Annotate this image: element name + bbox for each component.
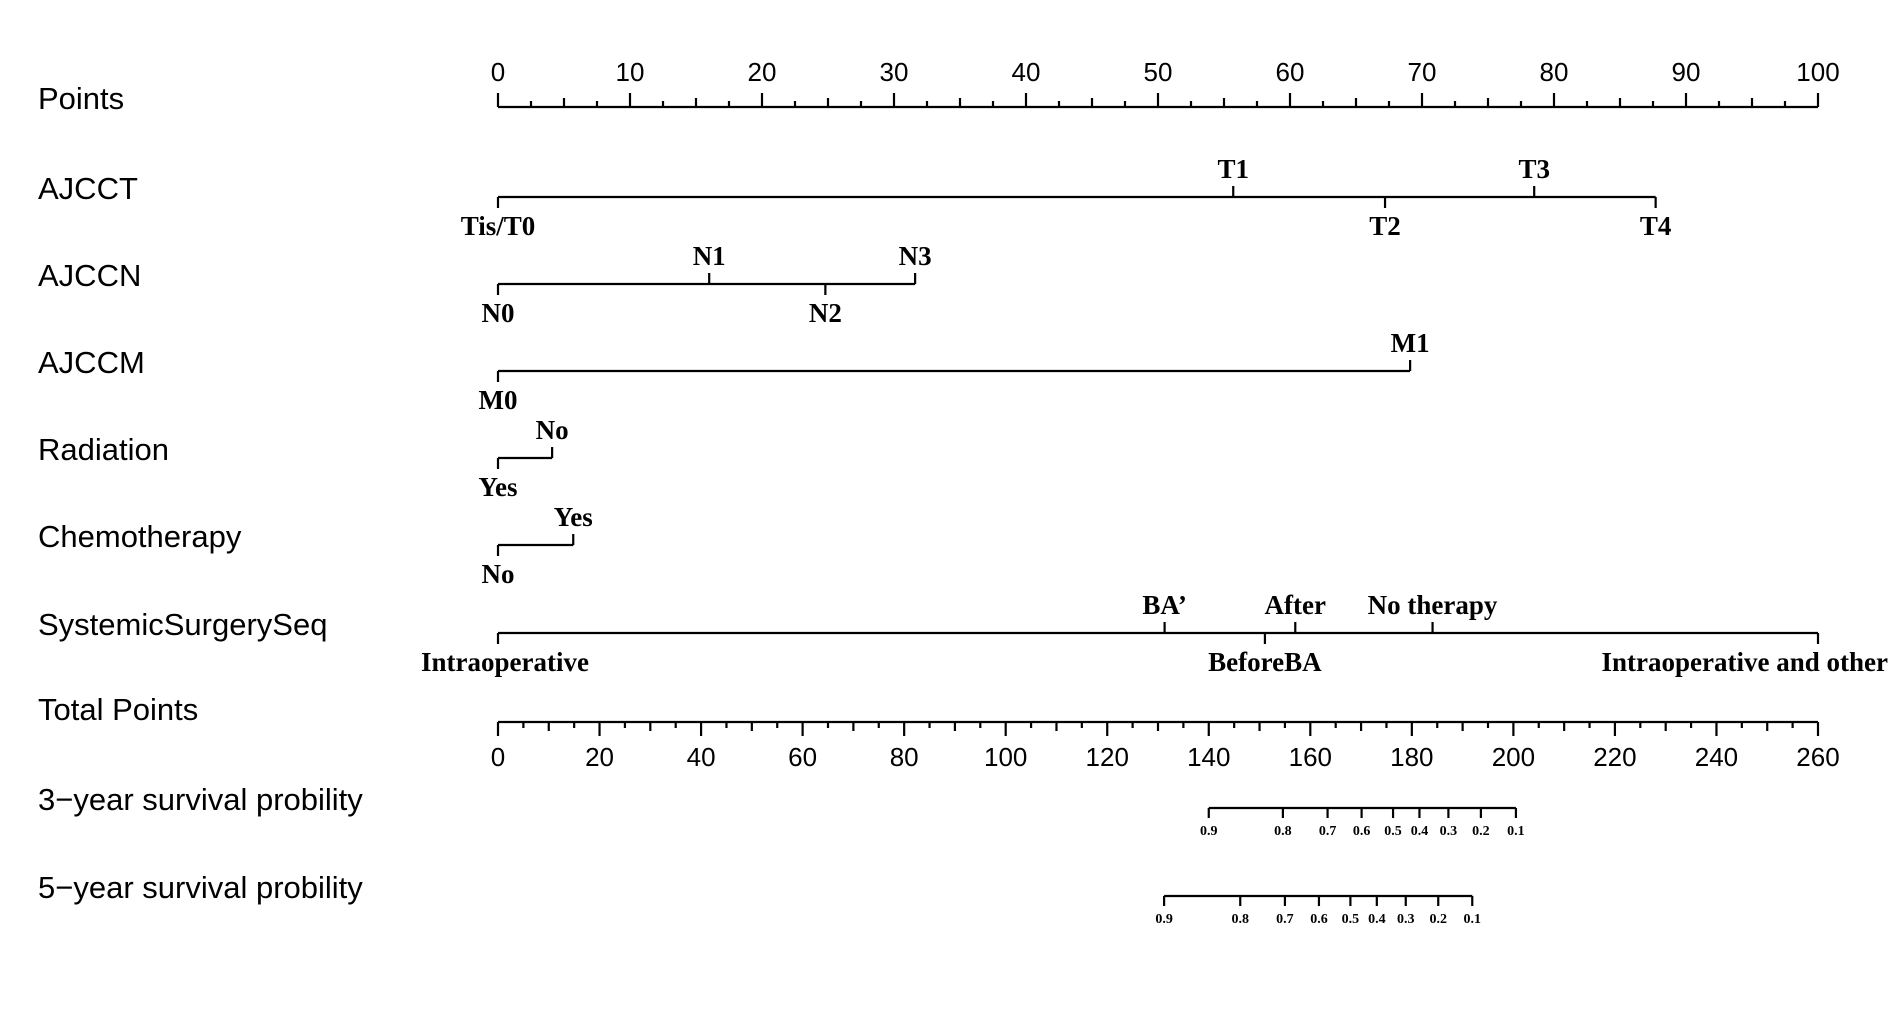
ajccn-level-label: N3 — [898, 241, 932, 271]
points-tick-label: 60 — [1275, 57, 1305, 87]
survival-5yr-tick-label: 0.6 — [1310, 912, 1328, 927]
survival-3yr-tick-label: 0.3 — [1439, 824, 1458, 839]
ajccm-level-label: M1 — [1390, 328, 1430, 358]
ajcct-level-label: T1 — [1217, 154, 1249, 184]
survival-3yr-tick-label: 0.2 — [1472, 824, 1490, 839]
ajcct-row-label: AJCCT — [38, 171, 138, 206]
systemicsurgeryseq-level-label: No therapy — [1367, 590, 1498, 620]
systemicsurgeryseq-level-label: After — [1264, 590, 1327, 620]
total-points-tick-label: 260 — [1796, 742, 1840, 772]
total-points-tick-label: 120 — [1085, 742, 1129, 772]
points-tick-label: 20 — [747, 57, 777, 87]
total-points-row-label: Total Points — [38, 692, 199, 727]
survival-5yr-tick-label: 0.3 — [1397, 912, 1415, 927]
survival-5yr-tick-label: 0.4 — [1368, 912, 1386, 927]
survival-5yr-tick-label: 0.7 — [1276, 912, 1294, 927]
radiation-row-label: Radiation — [38, 432, 169, 467]
ajccm-row-label: AJCCM — [38, 345, 145, 380]
chemotherapy-row-label: Chemotherapy — [38, 519, 242, 554]
survival-5yr-tick-label: 0.1 — [1463, 912, 1482, 927]
survival-3yr-tick-label: 0.6 — [1352, 824, 1371, 839]
points-row-label: Points — [38, 81, 125, 116]
points-tick-label: 50 — [1143, 57, 1173, 87]
systemicsurgeryseq-level-label: BA’ — [1142, 590, 1187, 620]
ajcct-level-label: T3 — [1518, 154, 1550, 184]
survival-3yr-row-label: 3−year survival probility — [38, 782, 363, 817]
survival-5yr-tick-label: 0.5 — [1341, 912, 1360, 927]
points-tick-label: 70 — [1407, 57, 1437, 87]
nomogram-plot-area — [38, 57, 1888, 927]
points-tick-label: 40 — [1011, 57, 1041, 87]
points-tick-label: 10 — [615, 57, 645, 87]
total-points-tick-label: 180 — [1390, 742, 1434, 772]
survival-5yr-tick-label: 0.9 — [1155, 912, 1173, 927]
survival-3yr-tick-label: 0.8 — [1274, 824, 1292, 839]
survival-5yr-tick-label: 0.2 — [1429, 912, 1447, 927]
total-points-tick-label: 0 — [490, 742, 506, 772]
radiation-level-label: Yes — [478, 472, 518, 502]
systemicsurgeryseq-level-label: Intraoperative and other — [1601, 647, 1888, 677]
ajccn-level-label: N1 — [692, 241, 726, 271]
radiation-level-label: No — [535, 415, 569, 445]
survival-5yr-row-label: 5−year survival probility — [38, 870, 363, 905]
survival-3yr-tick-label: 0.1 — [1507, 824, 1525, 839]
points-tick-label: 0 — [490, 57, 506, 87]
total-points-tick-label: 40 — [686, 742, 716, 772]
systemicsurgeryseq-level-label: BeforeBA — [1208, 647, 1322, 677]
survival-3yr-tick-label: 0.7 — [1318, 824, 1337, 839]
survival-5yr-tick-label: 0.8 — [1231, 912, 1249, 927]
total-points-tick-label: 60 — [788, 742, 818, 772]
survival-3yr-tick-label: 0.9 — [1200, 824, 1218, 839]
ajccn-row-label: AJCCN — [38, 258, 142, 293]
systemicsurgeryseq-level-label: Intraoperative — [421, 647, 589, 677]
ajccn-level-label: N0 — [481, 298, 515, 328]
survival-3yr-tick-label: 0.5 — [1384, 824, 1402, 839]
ajcct-level-label: T2 — [1369, 211, 1401, 241]
total-points-tick-label: 140 — [1187, 742, 1231, 772]
total-points-tick-label: 80 — [889, 742, 919, 772]
total-points-tick-label: 240 — [1694, 742, 1739, 772]
chemotherapy-level-label: No — [481, 559, 515, 589]
points-tick-label: 100 — [1796, 57, 1840, 87]
systemicsurgeryseq-row-label: SystemicSurgerySeq — [38, 607, 328, 642]
ajccn-level-label: N2 — [808, 298, 842, 328]
chemotherapy-level-label: Yes — [553, 502, 593, 532]
survival-3yr-tick-label: 0.4 — [1410, 824, 1429, 839]
ajcct-level-label: Tis/T0 — [460, 211, 536, 241]
total-points-tick-label: 220 — [1593, 742, 1637, 772]
ajcct-level-label: T4 — [1639, 211, 1672, 241]
points-tick-label: 80 — [1539, 57, 1569, 87]
points-tick-label: 30 — [879, 57, 909, 87]
ajccm-level-label: M0 — [478, 385, 518, 415]
total-points-tick-label: 100 — [983, 742, 1028, 772]
total-points-tick-label: 20 — [585, 742, 614, 772]
points-tick-label: 90 — [1671, 57, 1701, 87]
total-points-tick-label: 160 — [1288, 742, 1333, 772]
total-points-tick-label: 200 — [1491, 742, 1536, 772]
